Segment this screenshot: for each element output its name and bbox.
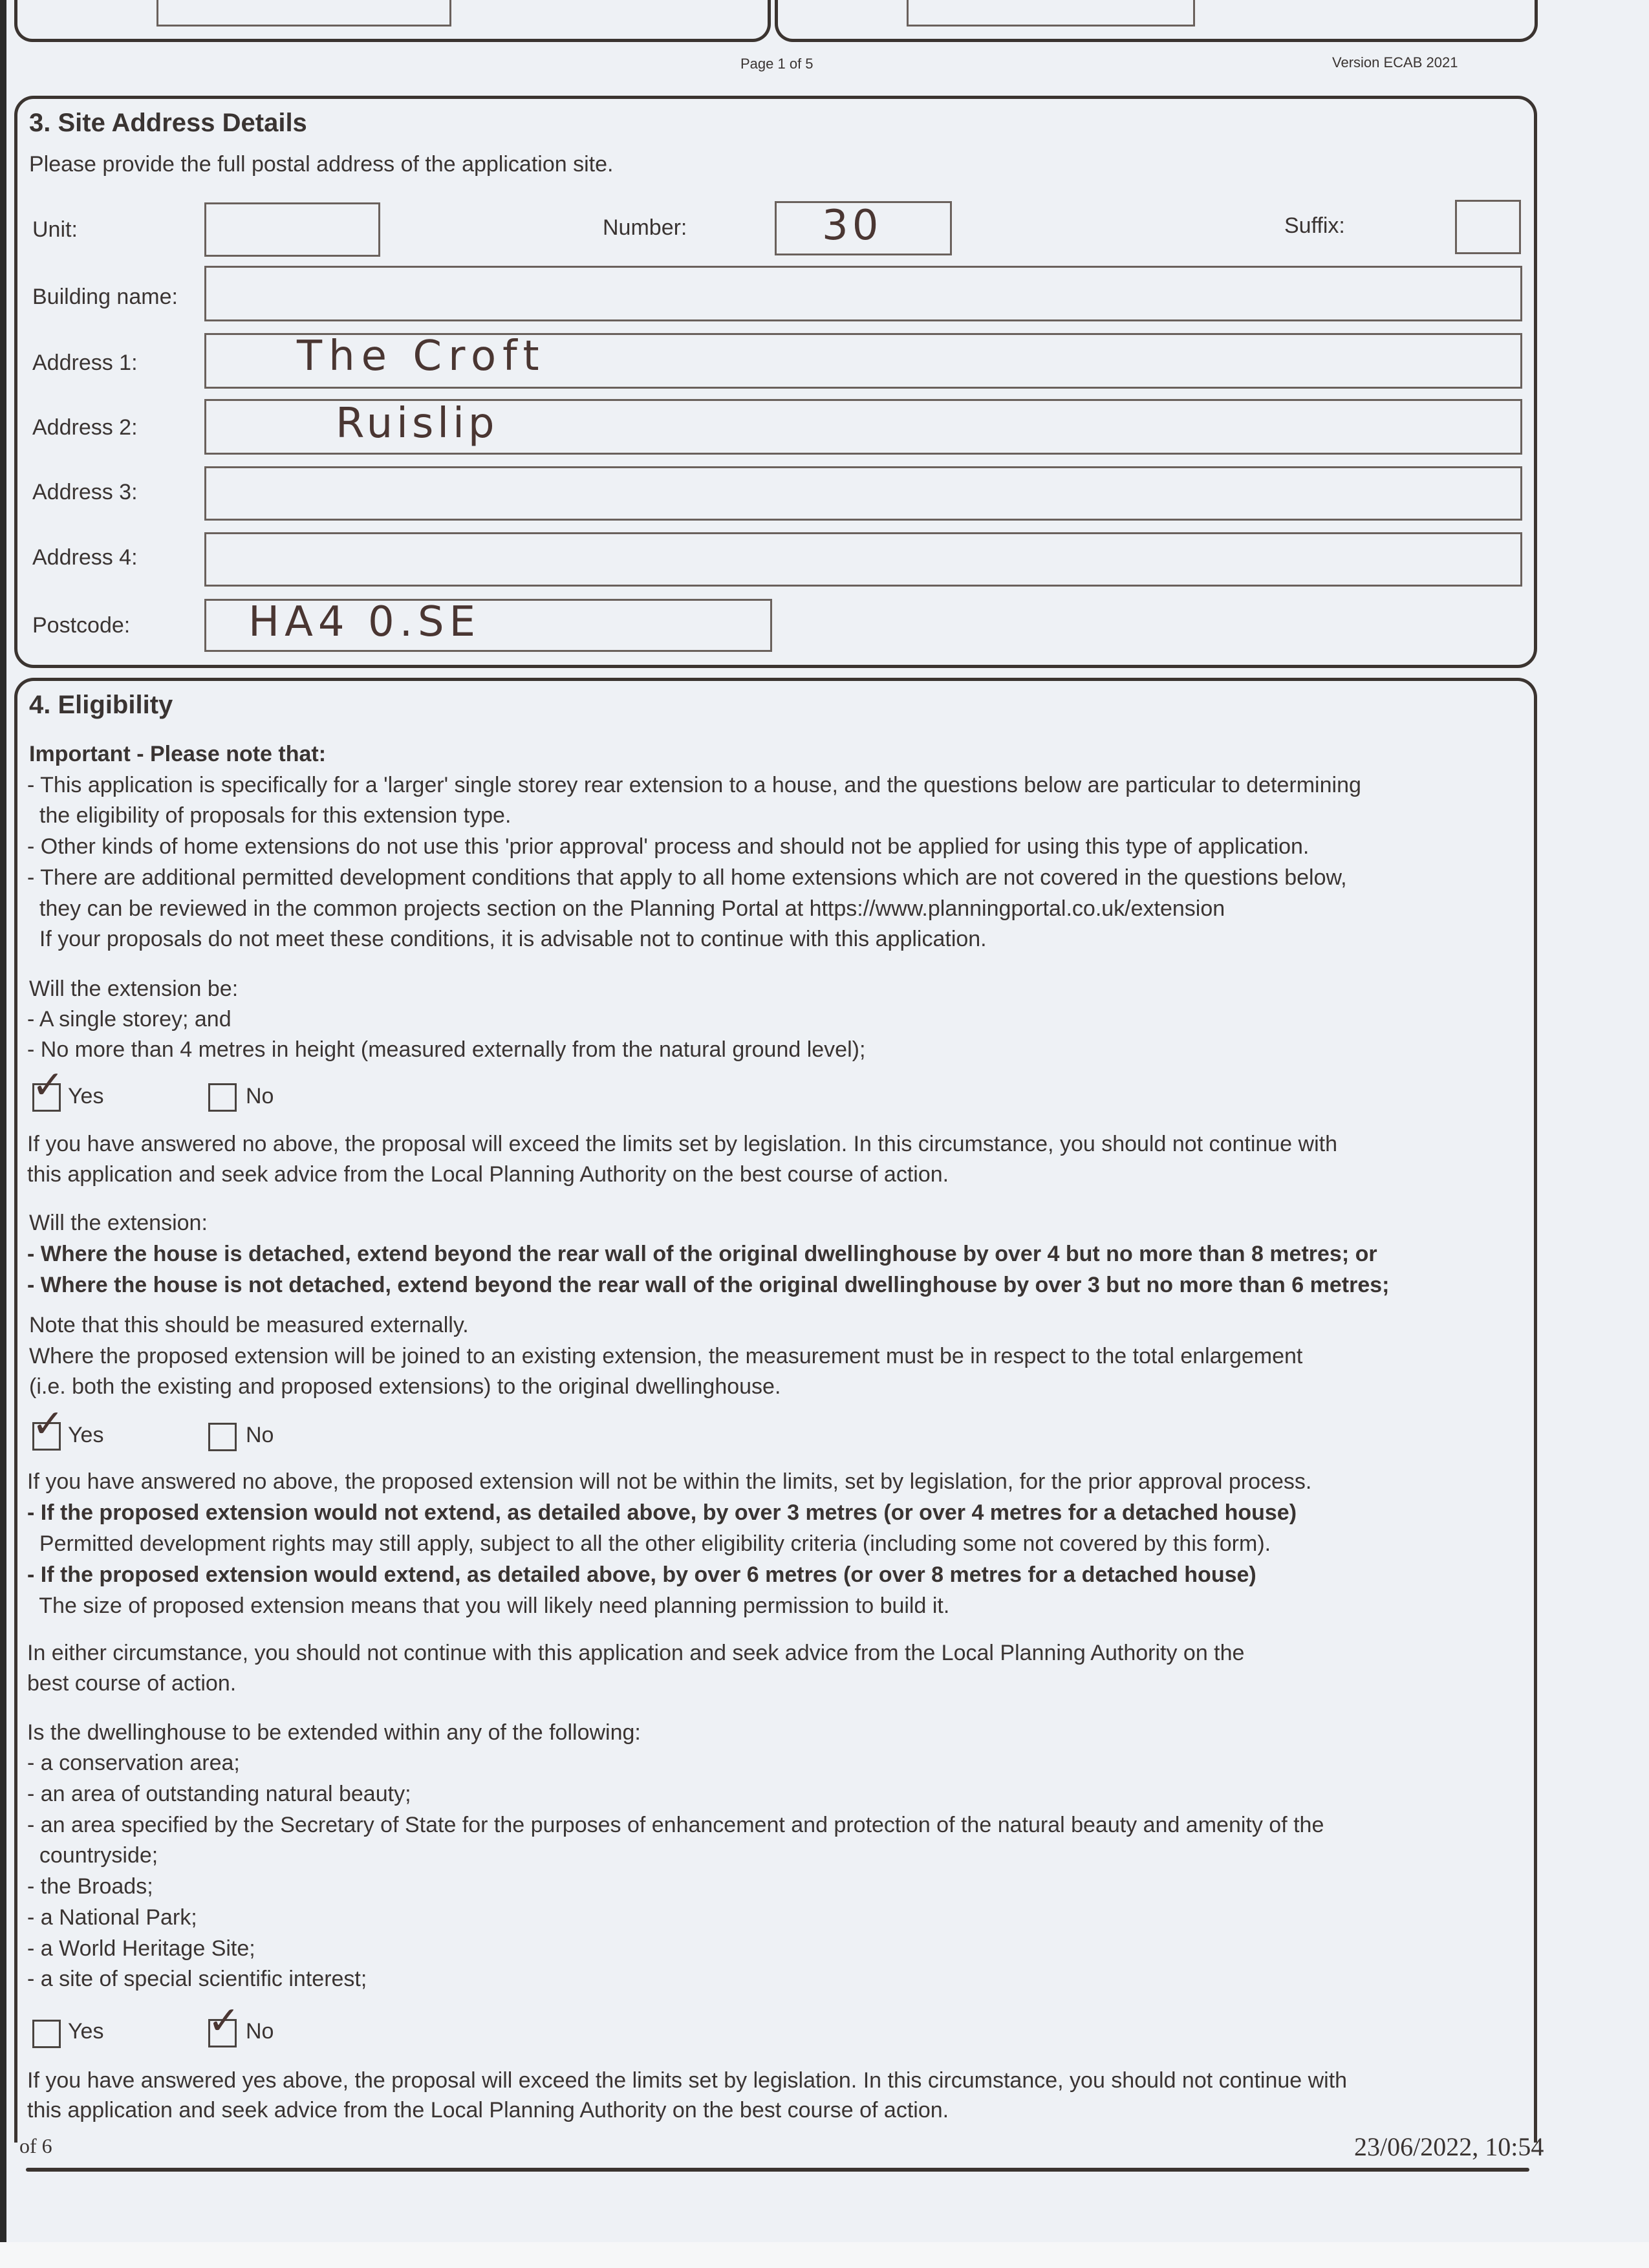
postcode-value: HA4 0.SE: [248, 598, 481, 646]
q3-yes-checkbox[interactable]: [32, 2020, 61, 2048]
address4-label: Address 4:: [32, 545, 138, 570]
q1-note: this application and seek advice from the Local Planning Authority on the best course of action.: [27, 1162, 949, 1187]
q3-no-checkbox[interactable]: [208, 1998, 241, 2047]
q2-no-checkbox[interactable]: [208, 1423, 237, 1451]
checkmark-icon: ✓: [32, 1401, 65, 1447]
q1-no-label: No: [246, 1084, 274, 1108]
important-line: - This application is specifically for a 'larger' single storey rear extension to a house, and the questions below are particular to determining: [27, 773, 1361, 797]
q2-measure: (i.e. both the existing and proposed extensions) to the original dwellinghouse.: [29, 1374, 781, 1399]
postcode-field[interactable]: [204, 599, 772, 652]
postcode-label: Postcode:: [32, 613, 131, 638]
site-address-title: 3. Site Address Details: [29, 109, 307, 137]
address3-label: Address 3:: [32, 480, 138, 504]
q2-line: Will the extension:: [29, 1211, 208, 1235]
q3-line: - an area of outstanding natural beauty;: [27, 1782, 411, 1806]
q3-note: this application and seek advice from the Local Planning Authority on the best course of action.: [27, 2098, 949, 2122]
q3-line: - a National Park;: [27, 1905, 197, 1930]
address1-field[interactable]: [204, 333, 1522, 389]
q2-note: - If the proposed extension would extend, as detailed above, by over 6 metres (or over 8 metres for a detached house): [27, 1562, 1256, 1587]
q1-line: Will the extension be:: [29, 977, 239, 1001]
q3-line: - a World Heritage Site;: [27, 1936, 255, 1961]
address1-value: The Croft: [297, 332, 546, 380]
q2-yes-checkbox[interactable]: [32, 1401, 65, 1451]
page-indicator: Page 1 of 5: [740, 56, 814, 72]
eligibility-title: 4. Eligibility: [29, 691, 173, 719]
print-timestamp: 23/06/2022, 10:54: [1354, 2132, 1544, 2161]
q1-yes-checkbox[interactable]: [32, 1063, 65, 1112]
q2-line: - Where the house is not detached, extend beyond the rear wall of the original dwellinghouse by over 3 but no more than 6 metres;: [27, 1273, 1390, 1297]
scan-margin: [0, 2242, 1649, 2268]
q2-line: - Where the house is detached, extend beyond the rear wall of the original dwellinghouse by over 4 but no more than 8 metres; or: [27, 1242, 1377, 1266]
number-label: Number:: [603, 215, 687, 240]
q3-note: If you have answered yes above, the proposal will exceed the limits set by legislation. In this circumstance, you should not continue with: [27, 2068, 1348, 2093]
checkmark-icon: ✓: [208, 1998, 241, 2044]
q2-note: The size of proposed extension means that you will likely need planning permission to build it.: [27, 1593, 950, 1618]
address3-field[interactable]: [204, 466, 1522, 521]
previous-field-right[interactable]: [907, 0, 1195, 27]
q2-note: - If the proposed extension would not extend, as detailed above, by over 3 metres (or over 4 metres for a detached house): [27, 1500, 1297, 1525]
print-page-count: of 6: [19, 2134, 52, 2157]
q3-line: - a site of special scientific interest;: [27, 1967, 367, 1991]
q2-no-label: No: [246, 1423, 274, 1447]
q1-line: - A single storey; and: [27, 1007, 232, 1031]
q2-either: best course of action.: [27, 1671, 237, 1696]
q1-no-checkbox[interactable]: [208, 1083, 237, 1112]
q3-line: - the Broads;: [27, 1874, 153, 1899]
scan-edge: [0, 0, 6, 2268]
suffix-label: Suffix:: [1284, 213, 1345, 238]
q3-line: countryside;: [27, 1843, 158, 1868]
important-line: - There are additional permitted development conditions that apply to all home extensions which are not covered in the questions below,: [27, 865, 1347, 890]
q2-yes-label: Yes: [68, 1423, 104, 1447]
suffix-field[interactable]: [1455, 200, 1521, 254]
address2-label: Address 2:: [32, 415, 138, 440]
q2-note: Permitted development rights may still apply, subject to all the other eligibility criteria (including some not covered by this form).: [27, 1531, 1271, 1556]
address2-value: Ruislip: [336, 400, 499, 448]
number-field[interactable]: [775, 201, 952, 255]
checkmark-icon: ✓: [32, 1063, 65, 1108]
q2-measure: Note that this should be measured externally.: [29, 1313, 469, 1337]
q2-measure: Where the proposed extension will be joined to an existing extension, the measurement must be in respect to the total enlargement: [29, 1344, 1303, 1368]
section-bottom-border: [26, 2168, 1529, 2172]
q3-line: - a conservation area;: [27, 1751, 240, 1775]
q2-note: If you have answered no above, the proposed extension will not be within the limits, set by legislation, for the prior approval process.: [27, 1469, 1312, 1494]
address1-label: Address 1:: [32, 351, 138, 375]
q1-yes-label: Yes: [68, 1084, 104, 1108]
q2-either: In either circumstance, you should not continue with this application and seek advice from the Local Planning Authority on the: [27, 1641, 1245, 1665]
building-name-field[interactable]: [204, 266, 1522, 321]
or-word: or: [1355, 1242, 1377, 1266]
site-address-instruction: Please provide the full postal address of the application site.: [29, 152, 614, 177]
building-name-label: Building name:: [32, 285, 178, 309]
important-line: they can be reviewed in the common projects section on the Planning Portal at https://www.planningportal.co.uk/extension: [27, 896, 1225, 921]
unit-label: Unit:: [32, 217, 78, 242]
address2-field[interactable]: [204, 399, 1522, 455]
address4-field[interactable]: [204, 532, 1522, 587]
q3-no-label: No: [246, 2019, 274, 2044]
previous-field-left[interactable]: [156, 0, 451, 27]
important-heading: Important - Please note that:: [29, 742, 327, 766]
q3-line: - an area specified by the Secretary of State for the purposes of enhancement and protection of the natural beauty and amenity of the: [27, 1813, 1324, 1837]
q1-line: - No more than 4 metres in height (measured externally from the natural ground level);: [27, 1037, 866, 1062]
q1-note: If you have answered no above, the proposal will exceed the limits set by legislation. In this circumstance, you should not continue with: [27, 1132, 1338, 1156]
important-line: If your proposals do not meet these conditions, it is advisable not to continue with this application.: [27, 927, 987, 951]
unit-field[interactable]: [204, 202, 380, 257]
important-line: the eligibility of proposals for this extension type.: [27, 803, 512, 828]
q3-yes-label: Yes: [68, 2019, 104, 2044]
number-value: 30: [822, 202, 883, 250]
q3-line: Is the dwellinghouse to be extended within any of the following:: [27, 1720, 641, 1745]
version-label: Version ECAB 2021: [1332, 54, 1458, 70]
important-line: - Other kinds of home extensions do not use this 'prior approval' process and should not be applied for using this type of application.: [27, 834, 1310, 859]
